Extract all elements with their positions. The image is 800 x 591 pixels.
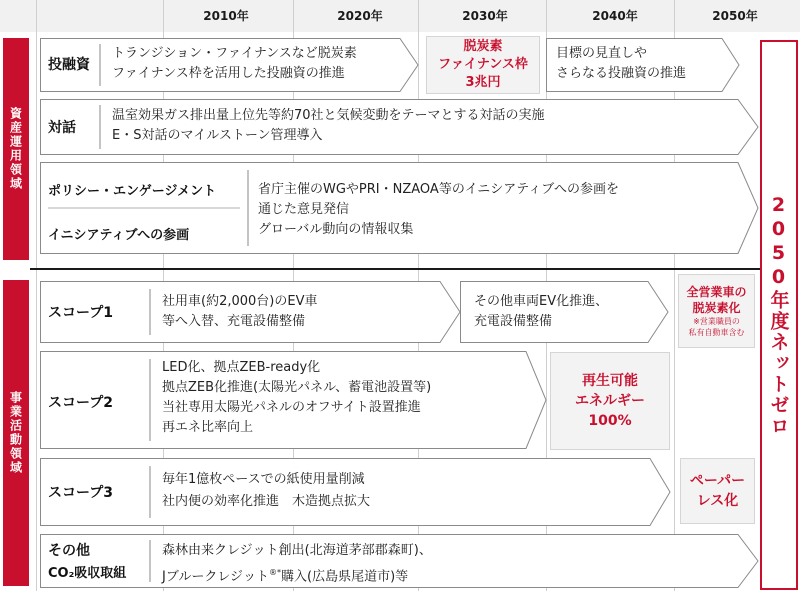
scope1-target-line-1: 全営業車の [686,285,747,299]
policy-text-2: 通じた意見発信 [258,202,350,217]
grid-line [36,0,37,591]
scope1-text-1: 社用車(約2,000台)のEV車 [162,294,318,309]
scope1-note-line-2: 私有自動車含む [688,328,745,337]
other-label-2: CO₂吸収取組 [48,566,127,581]
section-divider [30,268,768,270]
scope2-text-2: 拠点ZEB化推進(太陽光パネル、蓄電池設置等) [162,380,432,395]
other-text-2-pre: Jブルークレジット [162,569,269,585]
policy-label-engagement: ポリシー・エンゲージメント [48,184,217,199]
dialogue-text-2: E・S対話のマイルストーン管理導入 [112,128,323,143]
scope3-text-2: 社内便の効率化推進 木造拠点拡大 [162,494,371,509]
policy-text-3: グローバル動向の情報収集 [258,222,414,237]
dialogue-label: 対話 [48,120,76,136]
netzero-goal: 2050年度ネットゼロ [760,40,798,590]
scope2-text-3: 当社専用太陽光パネルのオフサイト設置推進 [162,400,421,415]
scope3-text-1: 毎年1億枚ペースでの紙使用量削減 [162,472,365,487]
section-tab-business: 事業活動領域 [3,280,29,586]
year-label: 2050年 [712,9,758,23]
scope2-target-box [550,352,670,450]
investment-target-line-2: ファイナンス枠 [438,57,528,72]
other-text-2-sup: ®* [269,568,281,577]
scope1-target-box [678,274,755,348]
investment-target-line-3: 3兆円 [465,75,501,90]
scope2-text-4: 再エネ比率向上 [162,420,254,435]
year-label: 2030年 [462,9,508,23]
scope3-target-box [680,458,755,524]
scope1-text-2: 等へ入替、充電設備整備 [162,314,306,329]
investment-next-text-1: 目標の見直しや [556,46,648,61]
policy-label-initiative: イニシアティブへの参画 [48,228,190,243]
scope1-next-text-1: その他車両EV化推進、 [474,294,609,309]
investment-text-1: トランジション・ファイナンスなど脱炭素 [112,46,357,61]
other-text-2 [162,563,408,587]
scope1-note-line-1: ※営業職員の [693,317,740,326]
year-header [0,0,800,32]
scope2-label: スコープ2 [48,395,114,411]
scope1-next-text-2: 充電設備整備 [474,314,553,329]
other-text-2-post: 購入(広島県尾道市)等 [281,569,409,585]
other-text-1: 森林由来クレジット創出(北海道茅部郡森町)、 [162,543,432,558]
scope3-target-line-2: レス化 [696,493,739,509]
scope2-target-line-2: エネルギー [575,393,645,409]
section-tab-asset: 資産運用領域 [3,38,29,260]
investment-label: 投融資 [48,57,90,73]
scope1-target-line-2: 脱炭素化 [692,301,741,315]
policy-text-1: 省庁主催のWGやPRI・NZAOA等のイニシアティブへの参画を [258,182,620,197]
scope2-target-line-1: 再生可能 [582,373,638,389]
dialogue-text-1: 温室効果ガス排出量上位先等約70社と気候変動をテーマとする対話の実施 [112,108,545,123]
scope3-target-line-1: ペーパー [689,473,746,489]
scope1-label: スコープ1 [48,305,114,321]
investment-next-text-2: さらなる投融資の推進 [556,66,687,81]
investment-target-line-1: 脱炭素 [463,39,503,54]
investment-text-2: ファイナンス枠を活用した投融資の推進 [112,66,345,81]
year-label: 2020年 [337,9,383,23]
scope3-label: スコープ3 [48,485,114,501]
other-label-1: その他 [48,543,90,559]
scope2-text-1: LED化、拠点ZEB-ready化 [162,360,321,375]
year-label: 2010年 [203,9,249,23]
year-label: 2040年 [592,9,638,23]
scope2-target-line-3: 100% [588,413,632,429]
investment-target-box [426,36,540,94]
